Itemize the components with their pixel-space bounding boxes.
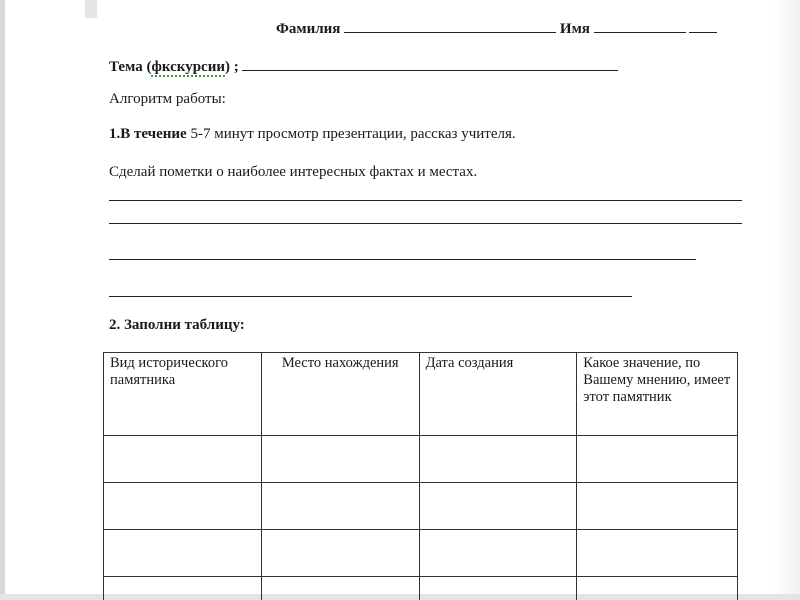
topic-label-start: Тема ( — [109, 59, 152, 75]
topic-line — [109, 56, 618, 76]
table-cell[interactable] — [261, 530, 419, 577]
frame-left-edge — [0, 0, 5, 600]
table-cell[interactable] — [577, 530, 738, 577]
table-cell[interactable] — [419, 483, 577, 530]
step-1 — [109, 126, 516, 143]
step-2: 2. Заполни таблицу: — [109, 317, 245, 333]
table-cell[interactable] — [104, 483, 262, 530]
header-line — [276, 18, 717, 38]
topic-label-end: ) ; — [224, 59, 239, 75]
header-monument-type: Вид исторического памятника — [104, 353, 262, 436]
table-cell[interactable] — [577, 483, 738, 530]
name-blank-extra[interactable] — [689, 18, 717, 33]
notes-line-3[interactable] — [109, 259, 696, 260]
step-1-number: 1.В течение — [109, 126, 187, 142]
table-cell[interactable] — [261, 436, 419, 483]
topic-label-marked: фкскурсии — [151, 59, 225, 75]
name-blank[interactable] — [594, 18, 686, 33]
step-1-text: 5-7 минут просмотр презентации, рассказ учителя. — [186, 126, 516, 142]
table-cell[interactable] — [577, 577, 738, 600]
surname-blank[interactable] — [344, 18, 556, 33]
algorithm-label: Алгоритм работы: — [109, 91, 226, 107]
notes-line-2[interactable] — [109, 223, 742, 224]
topic-blank[interactable] — [242, 56, 618, 71]
table-row — [104, 577, 738, 600]
header-location: Место нахождения — [261, 353, 419, 436]
frame-top-mark — [85, 0, 97, 18]
table-row — [104, 530, 738, 577]
table-row — [104, 436, 738, 483]
table-cell[interactable] — [419, 436, 577, 483]
table-cell[interactable] — [104, 436, 262, 483]
table-cell[interactable] — [577, 436, 738, 483]
notes-line-4[interactable] — [109, 296, 632, 297]
table-cell[interactable] — [261, 483, 419, 530]
table-cell[interactable] — [104, 577, 262, 600]
table-cell[interactable] — [261, 577, 419, 600]
notes-line-1[interactable] — [109, 200, 742, 201]
notes-instruction: Сделай пометки о наиболее интересных фактах и местах. — [109, 164, 478, 180]
table-row — [104, 483, 738, 530]
name-label: Имя — [559, 21, 590, 37]
table-cell[interactable] — [419, 577, 577, 600]
surname-label: Фамилия — [276, 21, 341, 37]
header-significance: Какое значение, по Вашему мнению, имеет этот памятник — [577, 353, 738, 436]
table-header-row — [104, 353, 738, 436]
table-cell[interactable] — [419, 530, 577, 577]
monument-table — [103, 352, 738, 600]
frame-right-edge — [774, 0, 800, 600]
table-cell[interactable] — [104, 530, 262, 577]
header-creation-date: Дата создания — [419, 353, 577, 436]
